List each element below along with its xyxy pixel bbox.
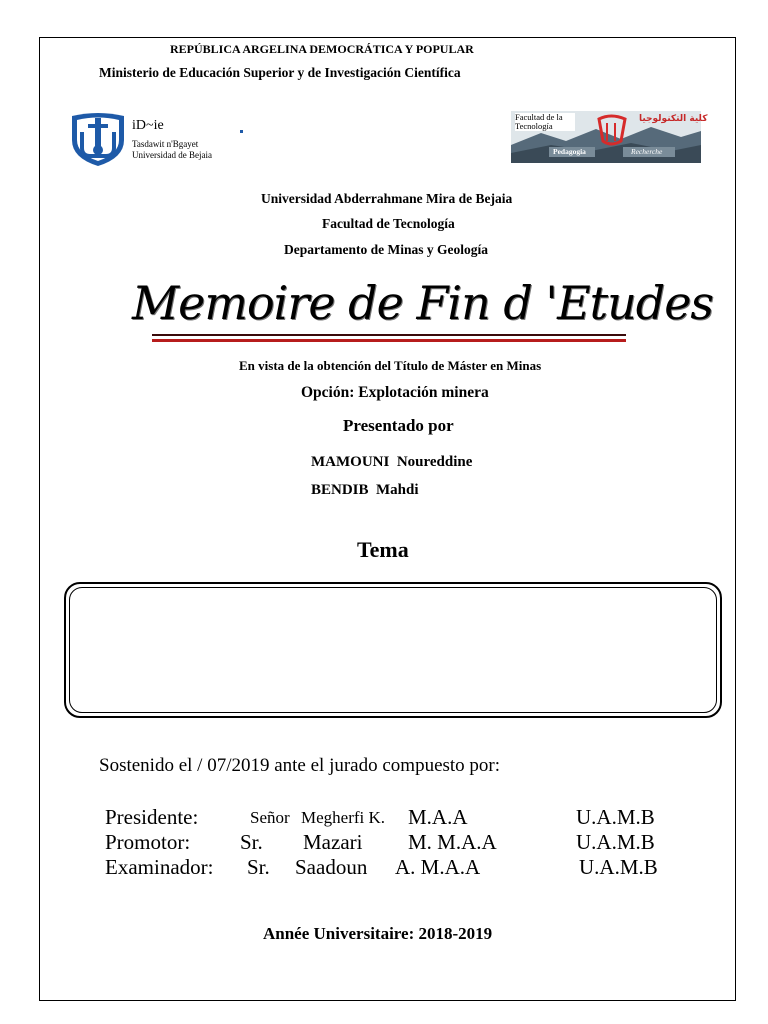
tema-box (64, 582, 722, 718)
fac-logo-label: Facultad de la Tecnología (515, 113, 575, 131)
jury-grade: M. M.A.A (408, 830, 497, 854)
title-underline-red (152, 339, 626, 342)
jury-title: Señor (250, 808, 290, 827)
university-logo (68, 110, 248, 168)
logo-blue-mark (240, 130, 243, 133)
jury-role: Presidente: (105, 805, 199, 829)
jury-name: Mazari (303, 830, 363, 854)
fac-logo-left-tag: Pedagogia (553, 147, 586, 156)
author-1: MAMOUNI Noureddine (311, 454, 473, 470)
univ-logo-line1: Tasdawit n'Bgayet (132, 139, 199, 149)
department-name: Departamento de Minas y Geología (284, 242, 488, 257)
univ-logo-line2: Universidad de Bejaia (132, 150, 212, 160)
memoire-title-block (128, 272, 714, 350)
ministry-heading: Ministerio de Educación Superior y de Investigación Científica (99, 65, 461, 80)
presented-by: Presentado por (343, 416, 454, 435)
jury-title: Sr. (247, 855, 270, 879)
memoire-title: Memoire de Fin d 'Etudes (132, 276, 714, 330)
thesis-purpose: En vista de la obtención del Título de Máster en Minas (239, 358, 542, 373)
jury-title: Sr. (240, 830, 263, 854)
university-shield-icon (68, 110, 128, 168)
jury-role: Examinador: (105, 855, 214, 879)
jury-institution: U.A.M.B (576, 830, 655, 854)
jury-institution: U.A.M.B (576, 805, 655, 829)
jury-row-promotor (105, 830, 675, 856)
thesis-option: Opción: Explotación minera (301, 384, 489, 401)
tema-label: Tema (357, 537, 409, 562)
jury-grade: A. M.A.A (395, 855, 481, 879)
fac-logo-right-tag: Recherche (631, 147, 663, 156)
jury-institution: U.A.M.B (579, 855, 658, 879)
republic-heading: REPÚBLICA ARGELINA DEMOCRÁTICA Y POPULAR (170, 42, 474, 56)
jury-grade: M.A.A (408, 805, 468, 829)
author-2: BENDIB Mahdi (311, 482, 419, 498)
university-name: Universidad Abderrahmane Mira de Bejaia (261, 191, 513, 206)
defense-statement: Sostenido el / 07/2019 ante el jurado compuesto por: (99, 755, 501, 776)
title-underline-dark (152, 334, 626, 336)
jury-name: Saadoun (295, 855, 368, 879)
tema-box-inner-border (69, 587, 717, 713)
univ-logo-title: iD~ie (132, 118, 164, 133)
academic-year: Année Universitaire: 2018-2019 (263, 924, 493, 943)
jury-role: Promotor: (105, 830, 191, 854)
jury-row-president (105, 805, 675, 831)
fac-logo-arabic: كلية التكنولوجيا (639, 114, 708, 124)
jury-name: Megherfi K. (301, 808, 386, 827)
jury-row-examinador (105, 855, 675, 881)
faculty-name: Facultad de Tecnología (322, 216, 455, 231)
faculty-logo (511, 111, 708, 163)
